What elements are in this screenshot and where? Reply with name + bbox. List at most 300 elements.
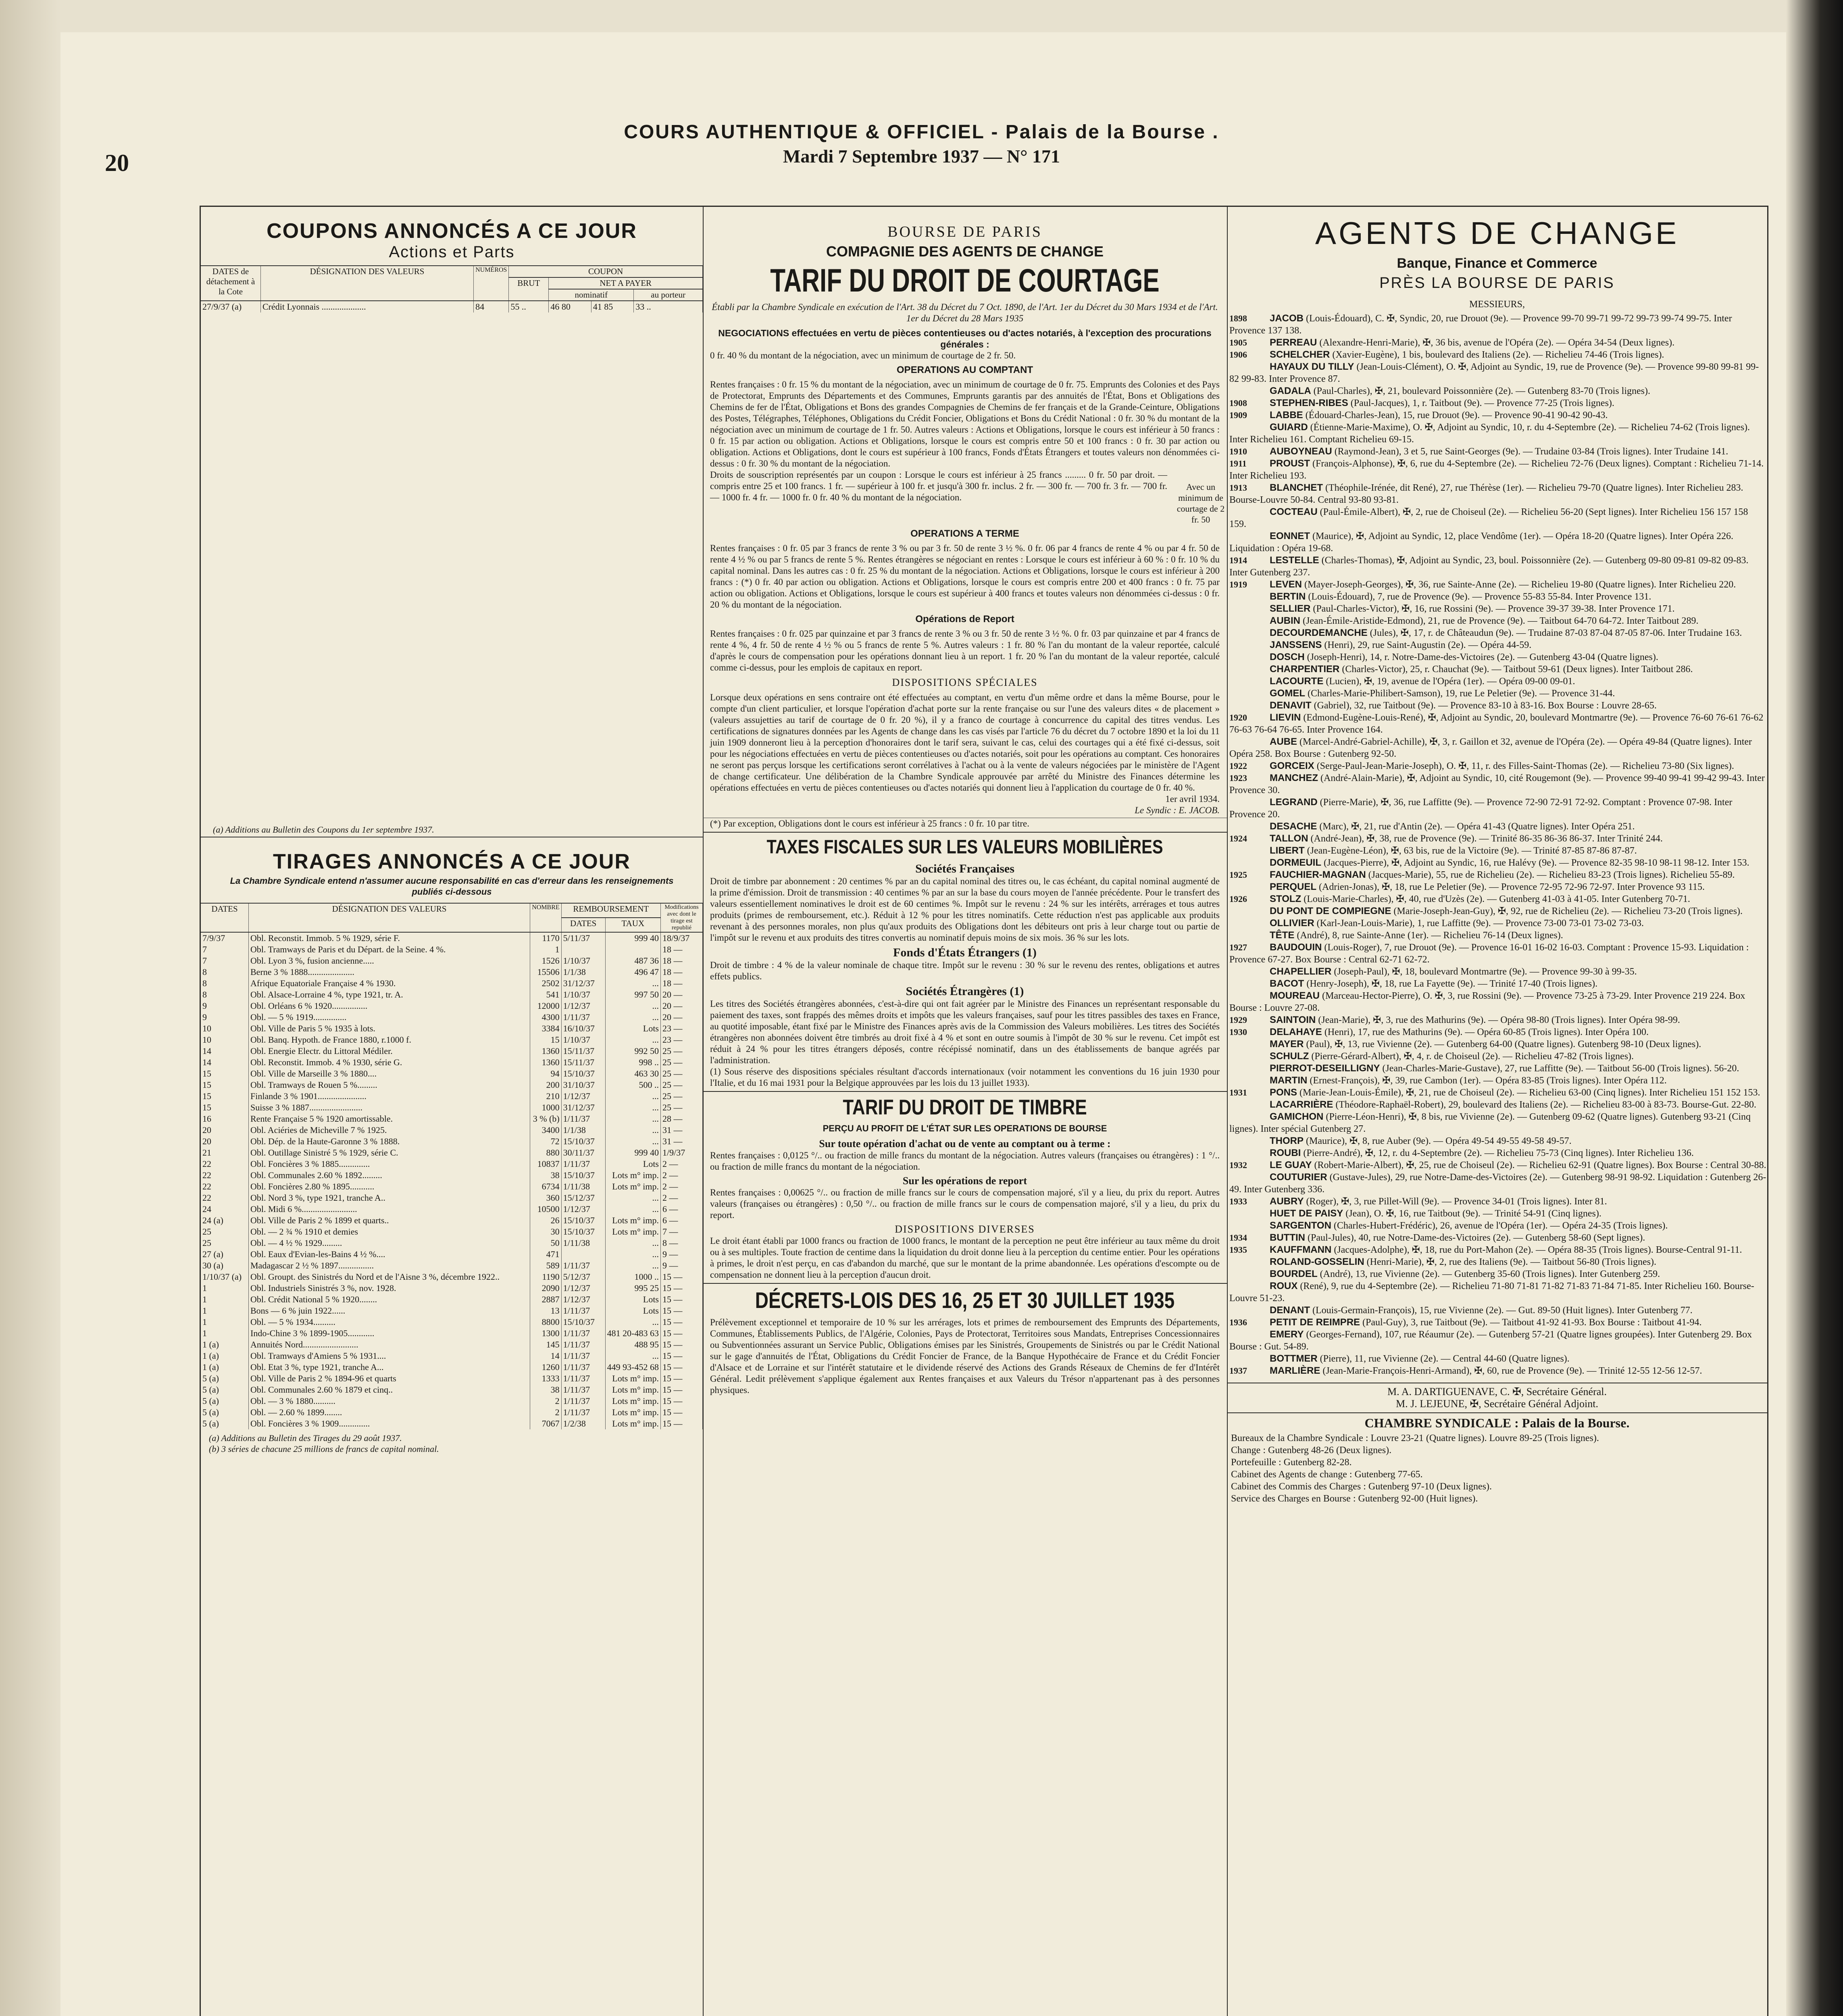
tirage-remb-date: 31/12/37 (561, 1102, 605, 1113)
agent-entry (1227, 482, 1767, 506)
agent-name: GAMICHON (1270, 1111, 1324, 1122)
agent-entry (1227, 349, 1767, 361)
tirage-taux: Lots m° imp. (605, 1395, 660, 1407)
comptant-text: Rentes françaises : 0 fr. 15 % du montant de la négociation, avec un minimum de courtage de 0 fr. 75. Emprunts des Colonies et des Pays de Protectorat, Emprunts des Départements et des Communes, Emprunts garantis par des annuités de l'État, Bons et Obligations des Chemins de fer de l'État, Obligations et Bons des grandes Compagnies de Chemins de fer français et de la Grande-Ceinture, Obligations des Postes, Télégraphes, Téléphones, Obligations du Crédit Foncier, Obligations et Bons du Crédit National : 0 fr. 30 % du montant de la négociation avec un minimum de courtage de 1 fr. 50. Autres valeurs : Actions et Obligations, lorsque le cours est inférieur à 50 francs : 0 fr. 15 par action ou obligation. Actions et Obligations, lorsque le cours est compris entre 50 et 100 francs : 0 fr. 30 par action ou obligation. Actions et Obligations, dont le cours est supérieur à 100 francs, Fonds d'États Étrangers et toutes valeurs non dénommées ci-dessus : 0 fr. 30 % du montant de la négociation. (710, 379, 1220, 469)
tirage-designation: Obl. Tramways de Paris et du Départ. de la Seine. 4 %. (249, 944, 530, 955)
tirages-section (201, 837, 703, 1458)
agent-details: (Pierre-Marie), ✠, 36, rue Laffitte (9e). — Provence 72-90 72-91 72-92. Comptant : Provence 07-98. Inter Provence 20. (1229, 797, 1733, 820)
agent-entry (1227, 1050, 1767, 1062)
tirage-date: 10 (201, 1023, 249, 1034)
tirage-date: 1 (201, 1328, 249, 1339)
agent-details: (Ernest-François), ✠, 39, rue Cambon (1er). — Opéra 83-85 (Trois lignes). Inter Opéra 112. (1310, 1075, 1667, 1086)
tirage-remb-date: 1/10/37 (561, 955, 605, 966)
tirage-row (201, 1271, 703, 1283)
tirage-remb-date: 1/11/37 (561, 1305, 605, 1316)
agent-name: GOMEL (1270, 688, 1305, 699)
tirage-remb-date: 1/11/37 (561, 1407, 605, 1418)
tirage-date: 20 (201, 1125, 249, 1136)
tirage-row (201, 1125, 703, 1136)
tirage-designation: Obl. Tramways de Rouen 5 %......... (249, 1079, 530, 1091)
tirage-designation: Bons — 6 % juin 1922...... (249, 1305, 530, 1316)
agent-details: (Joseph-Henri), 14, r. Notre-Dame-des-Victoires (2e). — Gutenberg 43-04 (Quatre lignes). (1307, 652, 1658, 662)
tirage-nombre: 2 (530, 1395, 561, 1407)
tirage-modif: 18/9/37 (661, 932, 703, 944)
tirage-row (201, 1339, 703, 1350)
agent-name: MANCHEZ (1270, 773, 1318, 783)
tirage-designation: Obl. — 3 % 1880.......... (249, 1395, 530, 1407)
tirage-date: 22 (201, 1181, 249, 1192)
agent-year: 1923 (1229, 773, 1247, 783)
tirage-date: 24 (201, 1204, 249, 1215)
report-text: Rentes françaises : 0 fr. 025 par quinzaine et par 3 francs de rente 3 % ou 3 fr. 50 de rente 3 ½ %. 0 fr. 03 par quinzaine et par 4 francs de rente 4 %, 4 fr. 50 de rente 4 ½ % ou 5 francs de rente 5 %. Autres valeurs : 1 fr. 80 % l'an du montant de la valeur reportée, calculé d'après le cours de compensation pour les opérations donnant lieu à un report. 1 fr. 20 % l'an du montant de la valeur reportée, calculé comme ci-dessus, pour les emplois de capitaux en report. (710, 629, 1220, 673)
agent-year: 1922 (1229, 761, 1247, 771)
tirage-designation: Obl. Ville de Paris 2 % 1899 et quarts.. (249, 1215, 530, 1226)
agent-name: AUBOYNEAU (1270, 446, 1332, 457)
agent-name: LIEVIN (1270, 712, 1301, 723)
col-t-nombre: NOMBRE (530, 903, 561, 932)
col-designation: DÉSIGNATION DES VALEURS (261, 266, 474, 301)
agent-entry (1227, 917, 1767, 929)
agent-year: 1911 (1229, 458, 1247, 469)
agent-year: 1927 (1229, 942, 1247, 952)
tirage-date: 7 (201, 955, 249, 966)
souscription-block (703, 469, 1227, 525)
tirage-nombre: 360 (530, 1192, 561, 1204)
tirage-nombre: 50 (530, 1237, 561, 1249)
agent-entry (1227, 1075, 1767, 1087)
coupon-designation: Crédit Lyonnais .................... (261, 301, 474, 312)
agent-entry (1227, 651, 1767, 663)
tirage-taux: 500 .. (605, 1079, 660, 1091)
tirage-modif: 25 — (661, 1057, 703, 1068)
agent-year: 1925 (1229, 870, 1247, 880)
tirage-designation: Obl. Aciéries de Micheville 7 % 1925. (249, 1125, 530, 1136)
tirage-nombre: 2887 (530, 1294, 561, 1305)
agent-details: (Joseph-Paul), ✠, 18, boulevard Montmartre (9e). — Provence 99-30 à 99-35. (1334, 966, 1637, 977)
tirage-remb-date: 1/12/37 (561, 1204, 605, 1215)
agent-details: (Marie-Jean-Louis-Émile), ✠, 21, rue de Choiseul (2e). — Richelieu 63-00 (Cinq lignes). Inter Richelieu 151 152 153. (1299, 1087, 1760, 1098)
tirage-taux: ... (605, 1034, 660, 1045)
tirage-modif: 15 — (661, 1328, 703, 1339)
tirage-designation: Finlande 3 % 1901...................... (249, 1091, 530, 1102)
tirage-designation: Obl. Ville de Paris 5 % 1935 à lots. (249, 1023, 530, 1034)
tirage-modif: 18 — (661, 966, 703, 978)
tirage-nombre: 145 (530, 1339, 561, 1350)
tirage-date: 25 (201, 1226, 249, 1237)
agent-details: (Marceau-Hector-Pierre), O. ✠, 3, rue Rossini (9e). — Provence 73-25 à 73-29. Inter Provence 219 224. Box Bourse : Louvre 27-08. (1229, 991, 1745, 1013)
agent-details: (Henri), 17, rue des Mathurins (9e). — Opéra 60-85 (Trois lignes). Inter Opéra 100. (1324, 1027, 1649, 1037)
tirage-row (201, 1350, 703, 1362)
tirage-remb-date: 1/12/37 (561, 1283, 605, 1294)
tirage-date: 5 (a) (201, 1373, 249, 1384)
tirage-date: 5 (a) (201, 1418, 249, 1429)
tirage-designation: Afrique Equatoriale Française 4 % 1930. (249, 978, 530, 989)
agent-details: (Charles-Thomas), ✠, Adjoint au Syndic, 23, boul. Poissonnière (2e). — Gutenberg 09-80 09-81 09-82 09-83. Inter Gutenberg 237. (1229, 555, 1749, 578)
timbre-title: TARIF DU DROIT DE TIMBRE (843, 1095, 1087, 1119)
souscription-text: Droits de souscription représentés par un coupon : Lorsque le cours est inférieur à 25 francs ......... 0 fr. 50 par droit. — compris entre 25 et 100 francs. 1 fr. — supérieur à 100 fr. et jusqu'à 300 fr. inclus. 2 fr. — 300 fr. — 700 fr. 3 fr. — 700 fr. — 1000 fr. 4 fr. — 1000 fr. 0 fr. 40 % du montant de la négociation. (710, 470, 1167, 502)
tirage-date: 7/9/37 (201, 932, 249, 944)
decrets-title: DÉCRETS-LOIS DES 16, 25 ET 30 JUILLET 1935 (755, 1287, 1175, 1313)
tirage-designation: Obl. Foncières 3 % 1909.............. (249, 1418, 530, 1429)
agent-year: 1926 (1229, 894, 1247, 904)
tirage-designation: Obl. Communales 2.60 % 1892......... (249, 1170, 530, 1181)
agent-name: LABBE (1270, 410, 1303, 421)
agent-entry (1227, 627, 1767, 639)
agent-year: 1913 (1229, 483, 1247, 493)
tirage-taux (605, 944, 660, 955)
tirage-designation: Obl. Banq. Hypoth. de France 1880, r.1000 f. (249, 1034, 530, 1045)
tirage-nombre: 1260 (530, 1362, 561, 1373)
tirage-designation: Obl. Industriels Sinistrés 3 %, nov. 1928. (249, 1283, 530, 1294)
tirage-remb-date: 1/12/37 (561, 1294, 605, 1305)
tirage-modif: 15 — (661, 1339, 703, 1350)
agent-entry (1227, 1087, 1767, 1099)
agent-name: LACARRIÈRE (1270, 1099, 1333, 1110)
tirage-designation: Obl. Eaux d'Evian-les-Bains 4 ½ %.... (249, 1249, 530, 1260)
tirage-taux: 999 40 (605, 932, 660, 944)
tirage-modif: 6 — (661, 1204, 703, 1215)
tirage-remb-date: 1/11/37 (561, 1384, 605, 1395)
tirage-designation: Obl. Outillage Sinistré 5 % 1929, série C. (249, 1147, 530, 1158)
agent-year: 1937 (1229, 1366, 1247, 1376)
agent-name: STEPHEN-RIBES (1270, 398, 1348, 408)
tirage-row (201, 1384, 703, 1395)
tirage-nombre: 1526 (530, 955, 561, 966)
tirage-date: 1 (201, 1316, 249, 1328)
taxes-fr-text: Droit de timbre par abonnement : 20 centimes % par an du capital nominal des titres ou, le cas échéant, du capital nominal augmenté de la prime d'émission. Droit de transmission : 40 centimes % par an sur la base du cours moyen de l'année précédente. Pour le transfert des valeurs essentiellement nominatives le droit est de 60 centimes %. Impôt sur le revenu : 24 % sur les intérêts, arrérages et tous autres produits (primes de remboursement, etc.). Réduit à 12 % pour les titres nominatifs. Cette réduction n'est pas applicable aux produits revenant à des personnes morales, non plus qu'aux produits des Obligations dont les débiteurs ont pris à leur charge tout ou partie de l'impôt sur le revenu et aux produits des titres convertis au nominatif depuis moins de six mois. 36 % sur les lots. (710, 876, 1220, 943)
tirage-row (201, 932, 703, 944)
agent-entry (1227, 1280, 1767, 1304)
decrets-section (703, 1289, 1227, 1396)
agent-details: (Marcel-André-Gabriel-Achille), ✠, 3, r. Gaillon et 32, avenue de l'Opéra (2e). — Opéra 49-84 (Quatre lignes). Inter Opéra 258. Box Bourse : Gutenberg 92-50. (1229, 737, 1752, 759)
tirage-modif: 25 — (661, 1079, 703, 1091)
agent-entry (1227, 760, 1767, 772)
tirage-nombre: 200 (530, 1079, 561, 1091)
agent-details: (Mayer-Joseph-Georges), ✠, 36, rue Sainte-Anne (2e). — Richelieu 19-80 (Quatre lignes). Inter Richelieu 220. (1304, 579, 1736, 590)
agent-details: (Louis-Marie-Charles), ✠, 40, rue d'Uzès (2e). — Gutenberg 41-03 à 41-05. Inter Gutenberg 70-71. (1304, 894, 1690, 904)
agent-entry (1227, 579, 1767, 591)
agent-entry (1227, 639, 1767, 651)
tirages-note-a: (a) Additions au Bulletin des Tirages du 29 août 1937. (209, 1433, 402, 1443)
tirage-taux: ... (605, 1091, 660, 1102)
agent-name: PERREAU (1270, 337, 1317, 348)
tirage-remb-date: 1/11/37 (561, 1373, 605, 1384)
col-coupon: COUPON (509, 266, 703, 277)
tirage-modif: 8 — (661, 1237, 703, 1249)
tirage-modif: 31 — (661, 1125, 703, 1136)
tirage-row (201, 1249, 703, 1260)
tirage-row (201, 1023, 703, 1034)
tirage-row (201, 978, 703, 989)
agent-details: (Louis-Germain-François), 15, rue Vivienne (2e). — Gut. 89-50 (Huit lignes). Inter Gutenberg 77. (1312, 1305, 1693, 1316)
tirage-nombre: 4300 (530, 1012, 561, 1023)
agent-name: AUBE (1270, 736, 1297, 747)
agent-entry (1227, 1026, 1767, 1038)
tirage-nombre: 589 (530, 1260, 561, 1271)
tirage-row (201, 1012, 703, 1023)
coupon-porteur: 33 .. (634, 301, 703, 312)
tirage-modif: 25 — (661, 1091, 703, 1102)
tirage-row (201, 1158, 703, 1170)
agent-year: 1934 (1229, 1233, 1247, 1243)
tirage-nombre: 471 (530, 1249, 561, 1260)
tirage-nombre: 3384 (530, 1023, 561, 1034)
agent-entry (1227, 712, 1767, 736)
tirage-modif: 18 — (661, 955, 703, 966)
taxes-etat-text: Droit de timbre : 4 % de la valeur nominale de chaque titre. Impôt sur le revenu : 30 % sur le revenu des rentes, obligations et autres effets publics. (710, 960, 1220, 981)
tirage-taux: ... (605, 1125, 660, 1136)
agent-details: (Jacques-Marie), 55, rue de Richelieu (2e). — Richelieu 83-23 (Trois lignes). Richelieu 55-89. (1368, 870, 1735, 880)
agent-details: (André), 8, rue Sainte-Anne (1er). — Richelieu 76-14 (Deux lignes). (1297, 930, 1563, 941)
tirage-modif: 1/9/37 (661, 1147, 703, 1158)
agent-entry (1227, 409, 1767, 421)
taxes-etr-text: Les titres des Sociétés étrangères abonnées, c'est-à-dire qui ont fait agréer par le Ministre des Finances un représentant responsable du paiement des taxes, sont frappés des mêmes droits et impôts que les valeurs françaises, sauf pour les titres passibles des taxes en France, au quotité imposable, étant fixé par le Ministre des Finances après avis de la Commission des Valeurs mobilières. Les titres des Sociétés étrangères non abonnées doivent être timbrés au droit fixé à 4 % et sont en outre soumis à l'impôt de 30 % sur le revenu. Cet impôt est réduit à 24 % pour les titres étrangers déposés, contre récépissé nominatif, dans un des établissements de banque agréés par l'administration. (710, 999, 1220, 1065)
tirage-remb-date: 1/11/37 (561, 1260, 605, 1271)
agent-name: LESTELLE (1270, 555, 1319, 566)
tirage-nombre: 1360 (530, 1045, 561, 1057)
agent-details: (Georges-Fernand), 107, rue Réaumur (2e). — Gutenberg 57-21 (Quatre lignes groupées). Inter Gutenberg 29. Box Bourse : Gut. 54-89. (1229, 1329, 1752, 1352)
agent-details: (Paul-Guy), 3, rue Taitbout (9e). — Taitbout 41-92 41-93. Box Bourse : Taitbout 41-94. (1362, 1317, 1702, 1328)
tirage-modif: 15 — (661, 1350, 703, 1362)
agent-details: (Jean-Émile-Aristide-Edmond), 21, rue de Provence (9e). — Taitbout 64-70 64-72. Inter Taitbout 289. (1303, 616, 1699, 626)
agents-subtitle2: PRÈS LA BOURSE DE PARIS (1379, 275, 1615, 292)
tirage-nombre: 1 (530, 944, 561, 955)
agent-year: 1924 (1229, 833, 1247, 843)
tirage-date: 22 (201, 1170, 249, 1181)
tirage-nombre: 210 (530, 1091, 561, 1102)
tirage-taux: Lots m° imp. (605, 1407, 660, 1418)
tirage-date: 1/10/37 (a) (201, 1271, 249, 1283)
tirage-designation: Obl. Orléans 6 % 1920................ (249, 1000, 530, 1012)
agent-entry (1227, 1316, 1767, 1329)
tirage-row (201, 1328, 703, 1339)
tirage-taux: ... (605, 1136, 660, 1147)
tirage-nombre: 14 (530, 1350, 561, 1362)
tirage-remb-date: 1/11/37 (561, 1012, 605, 1023)
tirage-taux: 999 40 (605, 1147, 660, 1158)
agent-details: (Jean-Marie), ✠, 3, rue des Mathurins (9e). — Opéra 98-80 (Trois lignes). Inter Opéra 98-99. (1318, 1015, 1680, 1025)
secretary-general-adjoint: M. J. LEJEUNE, ✠, Secrétaire Général Adjoint. (1396, 1398, 1598, 1410)
agent-details: (Henry-Joseph), ✠, 18, rue La Fayette (9e). — Trinité 17-40 (Trois lignes). (1306, 979, 1598, 989)
tirage-row (201, 944, 703, 955)
tirage-row (201, 1079, 703, 1091)
tirage-modif: 25 — (661, 1068, 703, 1079)
agent-name: PONS (1270, 1087, 1297, 1098)
divider-chambre (1227, 1412, 1767, 1413)
tirage-remb-date: 15/11/37 (561, 1045, 605, 1057)
tirage-remb-date: 15/12/37 (561, 1192, 605, 1204)
divider-timbre (703, 1091, 1227, 1092)
agent-details: (Jean-Marie-François-Henri-Armand), ✠, 60, rue de Provence (9e). — Trinité 12-55 12-56 12-57. (1322, 1366, 1702, 1376)
tirage-taux: ... (605, 1260, 660, 1271)
agent-name: DORMEUIL (1270, 857, 1321, 868)
divider-taxes (703, 832, 1227, 833)
agent-details: (Edmond-Eugène-Louis-René), ✠, Adjoint au Syndic, 20, boulevard Montmartre (9e). — Provence 76-60 76-61 76-62 76-63 76-64 76-65. Inter Provence 164. (1229, 712, 1764, 735)
agent-entry (1227, 905, 1767, 917)
agent-entry (1227, 530, 1767, 554)
agent-name: DENAVIT (1270, 700, 1312, 711)
tirage-modif: 15 — (661, 1271, 703, 1283)
tirage-row (201, 1000, 703, 1012)
page-edge-shadow (1786, 0, 1843, 2016)
tirage-taux: Lots (605, 1158, 660, 1170)
agent-name: EONNET (1270, 531, 1310, 541)
agent-name: BAUDOUIN (1270, 942, 1322, 953)
agent-name: TALLON (1270, 833, 1308, 844)
tirage-date: 1 (201, 1305, 249, 1316)
tirage-modif: 2 — (661, 1170, 703, 1181)
tirage-taux: ... (605, 1012, 660, 1023)
tirages-notes (201, 1429, 703, 1458)
tirage-date: 5 (a) (201, 1407, 249, 1418)
tirage-designation: Obl. Etat 3 %, type 1921, tranche A... (249, 1362, 530, 1373)
tirage-remb-date: 1/11/37 (561, 1339, 605, 1350)
tirage-row (201, 1057, 703, 1068)
tirage-taux: ... (605, 1204, 660, 1215)
tirage-nombre: 94 (530, 1068, 561, 1079)
tirage-remb-date: 1/11/37 (561, 1328, 605, 1339)
tirage-designation: Obl. Tramways d'Amiens 5 % 1931.... (249, 1350, 530, 1362)
tirage-row (201, 1113, 703, 1125)
agent-entry (1227, 1195, 1767, 1208)
tirage-taux: 488 95 (605, 1339, 660, 1350)
tirage-remb-date: 5/11/37 (561, 932, 605, 944)
tirage-row (201, 1091, 703, 1102)
tirage-taux: 995 25 (605, 1283, 660, 1294)
agent-name: BUTTIN (1270, 1232, 1305, 1243)
agent-year: 1910 (1229, 446, 1247, 456)
timbre-dispo-title: DISPOSITIONS DIVERSES (895, 1223, 1035, 1235)
agent-entry (1227, 603, 1767, 615)
tirage-row (201, 1316, 703, 1328)
courtage-star-note: (*) Par exception, Obligations dont le cours est inférieur à 25 francs : 0 fr. 10 par titre. (703, 818, 1227, 829)
tirage-remb-date: 1/11/37 (561, 1362, 605, 1373)
agent-entry (1227, 506, 1767, 530)
tirage-nombre: 1190 (530, 1271, 561, 1283)
tirage-remb-date: 1/11/38 (561, 1181, 605, 1192)
agents-messieurs: MESSIEURS, (1469, 299, 1525, 310)
tirage-remb-date: 1/10/37 (561, 989, 605, 1000)
tirage-designation: Obl. Foncières 3 % 1885.............. (249, 1158, 530, 1170)
tirage-modif: 15 — (661, 1316, 703, 1328)
agent-details: (Gustave-Jules), 29, rue Notre-Dame-des-Victoires (2e). — Gutenberg 98-91 98-92. Liquidation : Gutenberg 26-49. Inter Gutenberg 336. (1229, 1172, 1766, 1195)
tirage-nombre: 541 (530, 989, 561, 1000)
tirage-remb-date: 15/10/37 (561, 1316, 605, 1328)
tirage-modif: 23 — (661, 1034, 703, 1045)
coupon-row (201, 301, 703, 312)
tirage-remb-date: 1/11/38 (561, 1237, 605, 1249)
tirage-nombre: 8800 (530, 1316, 561, 1328)
report-title: Opérations de Report (915, 614, 1014, 625)
agent-entry (1227, 421, 1767, 446)
tirage-remb-date: 1/12/37 (561, 1000, 605, 1012)
chambre-line: Change : Gutenberg 48-26 (Deux lignes). (1231, 1445, 1392, 1456)
agent-name: DECOURDEMANCHE (1270, 627, 1368, 638)
tirage-nombre: 12000 (530, 1000, 561, 1012)
timbre-report-text: Rentes françaises : 0,00625 °/.. ou fraction de mille francs sur le cours de compensation majoré, s'il y a lieu, du prix du report. Autres valeurs (françaises ou étrangères) : 0,50 °/.. ou fraction de mille francs sur le cours de compensation majoré, s'il y a lieu, du prix du report. (710, 1187, 1220, 1220)
tirage-date: 7 (201, 944, 249, 955)
tirage-nombre: 1300 (530, 1328, 561, 1339)
tirage-modif: 28 — (661, 1113, 703, 1125)
tirage-modif: 15 — (661, 1384, 703, 1395)
tirage-taux: ... (605, 1113, 660, 1125)
col-nominatif: nominatif (549, 289, 634, 301)
tirage-modif: 25 — (661, 1045, 703, 1057)
tirage-row (201, 1102, 703, 1113)
agent-entry (1227, 1038, 1767, 1050)
chambre-list (1227, 1431, 1767, 1506)
tirage-nombre: 1000 (530, 1102, 561, 1113)
agent-entry (1227, 385, 1767, 397)
tirage-row (201, 1136, 703, 1147)
agent-name: SCHULZ (1270, 1051, 1309, 1062)
agent-details: (Henri), 29, rue Saint-Augustin (2e). — Opéra 44-59. (1324, 640, 1532, 650)
courtage-title: TARIF DU DROIT DE COURTAGE (770, 262, 1160, 299)
tirage-modif: 15 — (661, 1305, 703, 1316)
tirage-designation: Obl. — 2 ¾ % 1910 et demies (249, 1226, 530, 1237)
agent-details: (Henri-Marie), ✠, 2, rue des Italiens (9e). — Taitbout 56-80 (Trois lignes). (1366, 1257, 1656, 1267)
agent-details: (Étienne-Marie-Maxime), O. ✠, Adjoint au Syndic, 10, r. du 4-Septembre (2e). — Richelieu 74-62 (Trois lignes). Inter Richelieu 161. Comptant Richelieu 69-15. (1229, 422, 1750, 445)
courtage-section (703, 207, 1227, 829)
agent-details: (Édouard-Charles-Jean), 15, rue Drouot (9e). — Provence 90-41 90-42 90-43. (1305, 410, 1608, 421)
agent-entry (1227, 1304, 1767, 1316)
tirage-remb-date (561, 1249, 605, 1260)
tirage-date: 10 (201, 1034, 249, 1045)
tirage-taux: 992 50 (605, 1045, 660, 1057)
tirages-subtitle: La Chambre Syndicale entend n'assumer aucune responsabilité en cas d'erreur dans les renseignements publiés ci-dessous (230, 876, 674, 897)
tirage-nombre: 10500 (530, 1204, 561, 1215)
agent-details: (Charles-Marie-Philibert-Samson), 19, rue Le Peletier (9e). — Provence 31-44. (1308, 688, 1615, 699)
courtage-company: COMPAGNIE DES AGENTS DE CHANGE (826, 243, 1104, 260)
agent-name: GUIARD (1270, 422, 1308, 433)
tirage-row (201, 1045, 703, 1057)
agent-year: 1898 (1229, 313, 1247, 323)
col-t-designation: DÉSIGNATION DES VALEURS (249, 903, 530, 932)
agent-details: (Théodore-Raphaël-Robert), 29, boulevard des Italiens (2e). — Richelieu 83-00 à 83-73. Bourse-Gut. 22-80. (1335, 1100, 1757, 1110)
tirage-row (201, 1418, 703, 1429)
tirage-date: 15 (201, 1102, 249, 1113)
courtage-subtitle: Établi par la Chambre Syndicale en exécution de l'Art. 38 du Décret du 7 Oct. 1890, de l'Art. 1er du Décret du 30 Mars 1934 et de l'Art. 1er du Décret du 28 Mars 1935 (712, 302, 1218, 323)
tirage-remb-date: 1/1/38 (561, 1125, 605, 1136)
tirage-nombre: 13 (530, 1305, 561, 1316)
tirage-date: 16 (201, 1113, 249, 1125)
agent-name: EMERY (1270, 1329, 1304, 1340)
agent-name: LEGRAND (1270, 797, 1318, 808)
coupons-subtitle: Actions et Parts (389, 243, 515, 261)
col-t-rdates: DATES (561, 918, 605, 932)
coupon-brut: 55 .. (509, 301, 549, 312)
agent-details: (Alexandre-Henri-Marie), ✠, 36 bis, avenue de l'Opéra (2e). — Opéra 34-54 (Deux lignes). (1319, 337, 1675, 348)
agent-entry (1227, 893, 1767, 905)
tirage-date: 1 (a) (201, 1362, 249, 1373)
tirage-designation: Madagascar 2 ½ % 1897................ (249, 1260, 530, 1271)
tirage-row (201, 1192, 703, 1204)
tirage-date: 14 (201, 1057, 249, 1068)
agent-name: STOLZ (1270, 893, 1302, 904)
tirage-nombre: 2090 (530, 1283, 561, 1294)
tirage-modif: 2 — (661, 1192, 703, 1204)
agent-name: TÊTE (1270, 930, 1295, 941)
agent-year: 1919 (1229, 579, 1247, 589)
tirage-row (201, 1305, 703, 1316)
tirage-designation: Obl. Lyon 3 %, fusion ancienne..... (249, 955, 530, 966)
tirage-date: 30 (a) (201, 1260, 249, 1271)
agent-name: COUTURIER (1270, 1172, 1327, 1183)
tirage-date: 24 (a) (201, 1215, 249, 1226)
timbre-dispo-text: Le droit étant établi par 1000 francs ou fraction de 1000 francs, le montant de la perception ne peut être inférieur au taux même du droit ou à ses multiples. Toute fraction de centime dans la liquidation du droit donne lieu à la perception du centime entier. Pour les opérations à primes, le droit n'est perçu, en cas d'abandon du marché, que sur le montant de la prime abandonnée. Les opérations d'escompte ou de compensation ne donnent lieu à la perception d'aucun droit. (710, 1236, 1220, 1280)
agent-entry (1227, 1208, 1767, 1220)
tirage-nombre: 38 (530, 1384, 561, 1395)
